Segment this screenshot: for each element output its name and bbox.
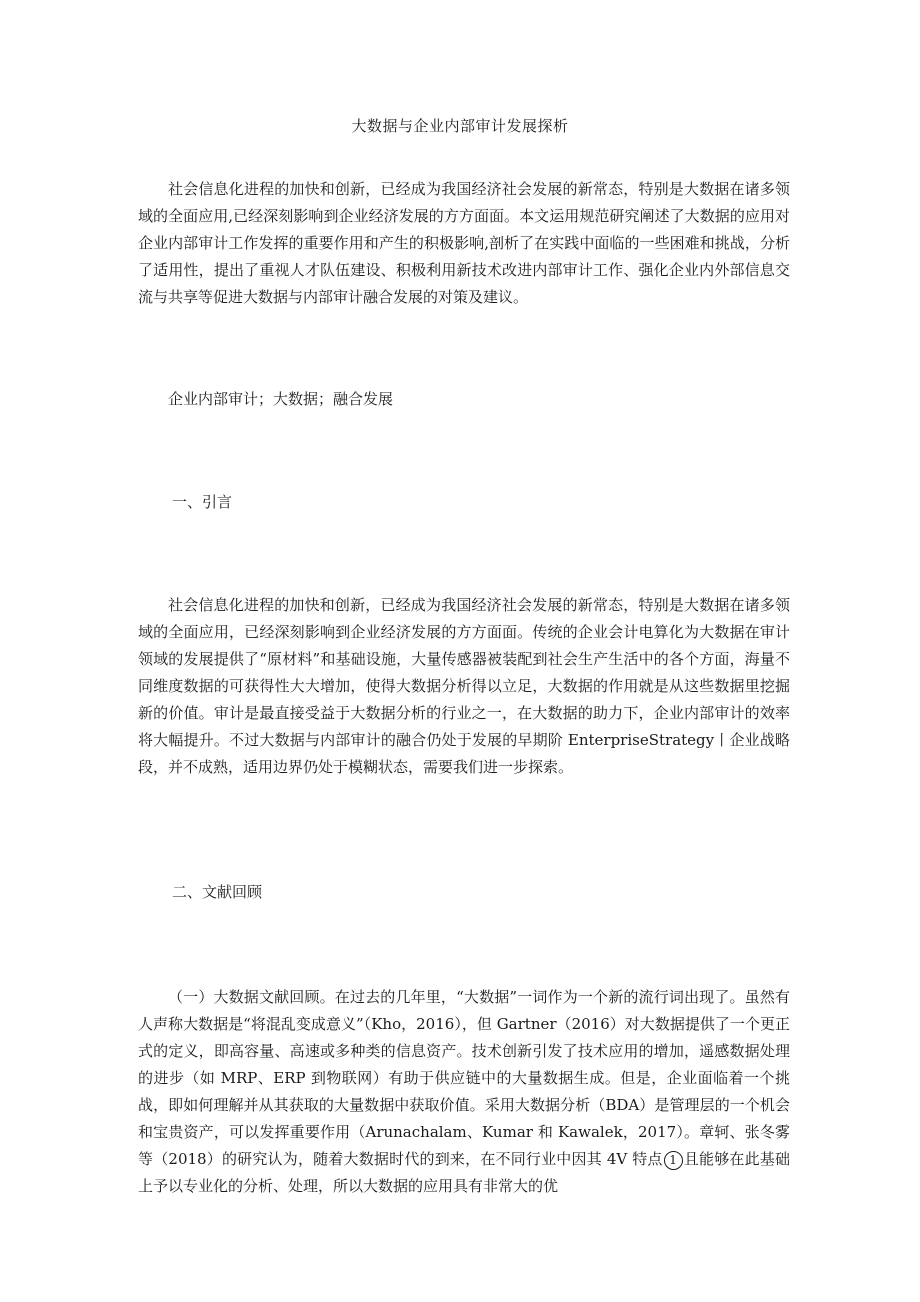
literature-text-part1: （一）大数据文献回顾。在过去的几年里，“大数据”一词作为一个新的流行词出现了。虽然有人声称大数据是“将混乱变成意义”（Kho，2016），但 Gartner（2016）对大数据提供了一个更正式的定义，即高容量、高速或多种类的信息资产。技术创新引发了技术应用的增加，遥感数据处理的进步（如 MRP、ERP 到物联网）有助于供应链中的大量数据生成。但是，企业面临着一个挑战，即如何理解并从其获取的大量数据中获取价值。采用大数据分析（BDA）是管理层的一个机会和宝贵资产，可以发挥重要作用（Arunachalam、Kumar 和 Kawalek，2017）。章轲、张冬雾等（2018）的研究认为，随着大数据时代的到来，在不同行业中因其 4V 特点: [138, 988, 790, 1168]
abstract-paragraph: 社会信息化进程的加快和创新，已经成为我国经济社会发展的新常态，特别是大数据在诸多领域的全面应用,已经深刻影响到企业经济发展的方方面面。本文运用规范研究阐述了大数据的应用对企业内部审计工作发挥的重要作用和产生的积极影响,剖析了在实践中面临的一些困难和挑战，分析了适用性，提出了重视人才队伍建设、积极利用新技术改进内部审计工作、强化企业内外部信息交流与共享等促进大数据与内部审计融合发展的对策及建议。: [138, 180, 790, 306]
keywords-line: 企业内部审计；大数据；融合发展: [168, 390, 394, 408]
literature-text-part2: 且能够在此基础上予以专业化的分析、处理，所以大数据的应用具有非常大的优: [138, 1150, 790, 1195]
section-heading-introduction: 一、引言: [172, 493, 233, 511]
document-title: 大数据与企业内部审计发展探析: [351, 117, 569, 135]
footnote-marker[interactable]: 1: [664, 1151, 683, 1170]
literature-review-paragraph: [138, 984, 790, 1200]
introduction-paragraph: 社会信息化进程的加快和创新，已经成为我国经济社会发展的新常态，特别是大数据在诸多领域的全面应用，已经深刻影响到企业经济发展的方方面面。传统的企业会计电算化为大数据在审计领域的发展提供了“原材料”和基础设施，大量传感器被装配到社会生产生活中的各个方面，海量不同维度数据的可获得性大大增加，使得大数据分析得以立足，大数据的作用就是从这些数据里挖掘新的价值。审计是最直接受益于大数据分析的行业之一，在大数据的助力下，企业内部审计的效率将大幅提升。不过大数据与内部审计的融合仍处于发展的早期阶 EnterpriseStrategy丨企业战略段，并不成熟，适用边界仍处于模糊状态，需要我们进一步探索。: [138, 596, 790, 776]
section-heading-literature-review: 二、文献回顾: [172, 883, 263, 901]
